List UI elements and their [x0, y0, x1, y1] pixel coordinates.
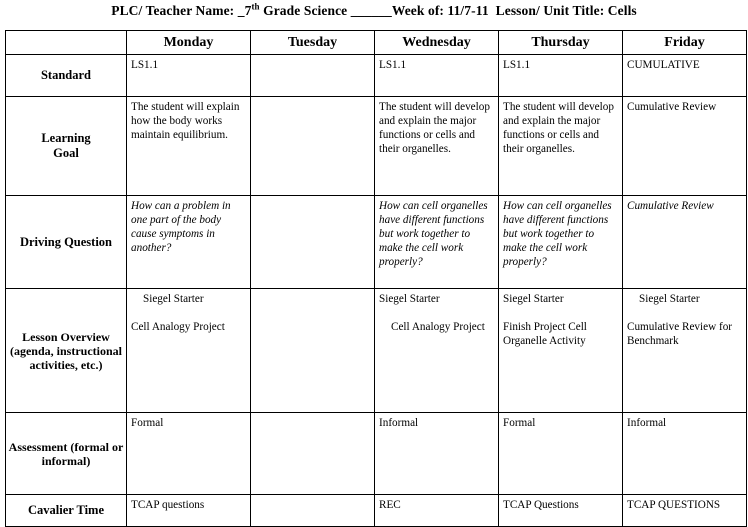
cell-line: LS1.1: [503, 59, 531, 71]
cell-line: Cell Analogy Project: [391, 321, 485, 333]
row-label-driving-question: [6, 196, 127, 289]
cell-assessment-tuesday: [251, 413, 375, 495]
cell-lesson-overview-thursday: [499, 289, 623, 413]
cell-cavalier-time-tuesday: [251, 495, 375, 527]
table-row-lesson-overview: [6, 289, 747, 413]
cell-cavalier-time-thursday: [499, 495, 623, 527]
cell-standard-thursday: [499, 55, 623, 97]
table-row-standard: [6, 55, 747, 97]
cell-assessment-wednesday: [375, 413, 499, 495]
cell-line-gap: [503, 306, 618, 320]
cell-line: Cumulative Review: [627, 200, 714, 212]
cell-learning-goal-monday: [127, 97, 251, 196]
row-label-text: Learning: [41, 131, 91, 145]
cell-cavalier-time-wednesday: [375, 495, 499, 527]
cell-driving-question-friday: [623, 196, 747, 289]
cell-driving-question-thursday: [499, 196, 623, 289]
table-row-driving-question: [6, 196, 747, 289]
cell-assessment-friday: [623, 413, 747, 495]
table-row-learning-goal: [6, 97, 747, 196]
cell-driving-question-wednesday: [375, 196, 499, 289]
cell-line: Formal: [503, 417, 536, 429]
page-title-part2: Grade Science ______Week of: 11/7-11 Lesson/ Unit Title: Cells: [259, 3, 637, 18]
page-title-superscript: th: [251, 1, 260, 12]
page-title-part1: PLC/ Teacher Name: _7: [111, 3, 252, 18]
table-header-row: [6, 31, 747, 55]
cell-line-gap: [379, 306, 494, 320]
page-title: [0, 1, 748, 20]
row-label-text: Standard: [40, 68, 92, 82]
cell-line: LS1.1: [379, 59, 407, 71]
row-label-text: Driving Question: [19, 234, 113, 249]
cell-line: TCAP questions: [131, 499, 205, 511]
cell-line: REC: [379, 499, 401, 511]
cell-line: TCAP Questions: [503, 499, 579, 511]
row-label-text: Lesson Overview (agenda, instructional activities, etc.): [9, 329, 125, 372]
table-row-assessment: [6, 413, 747, 495]
cell-line: Cumulative Review for Benchmark: [627, 321, 735, 347]
cell-lesson-overview-monday: [127, 289, 251, 413]
table-corner-cell: [6, 31, 127, 55]
cell-standard-tuesday: [251, 55, 375, 97]
cell-line: Siegel Starter: [143, 293, 204, 305]
row-label-lesson-overview: [6, 289, 127, 413]
cell-assessment-monday: [127, 413, 251, 495]
cell-line: The student will explain how the body works maintain equilibrium.: [131, 101, 243, 141]
row-label-text: Cavalier Time: [27, 503, 105, 517]
cell-line: Cell Analogy Project: [131, 321, 225, 333]
cell-line: Finish Project Cell Organelle Activity: [503, 321, 590, 347]
cell-learning-goal-tuesday: [251, 97, 375, 196]
cell-line-gap: [627, 306, 742, 320]
cell-learning-goal-thursday: [499, 97, 623, 196]
cell-line: How can a problem in one part of the body cause symptoms in another?: [131, 200, 234, 254]
cell-assessment-thursday: [499, 413, 623, 495]
cell-lesson-overview-wednesday: [375, 289, 499, 413]
cell-line: TCAP QUESTIONS: [627, 499, 721, 511]
cell-lesson-overview-friday: [623, 289, 747, 413]
cell-standard-monday: [127, 55, 251, 97]
row-label-cavalier-time: [6, 495, 127, 527]
cell-line: The student will develop and explain the major functions or cells and their organelles.: [379, 101, 493, 155]
cell-line: Informal: [379, 417, 419, 429]
cell-line: The student will develop and explain the major functions or cells and their organelles.: [503, 101, 617, 155]
cell-cavalier-time-monday: [127, 495, 251, 527]
column-header-wednesday: Wednesday: [375, 31, 499, 55]
column-header-friday: Friday: [623, 31, 747, 55]
cell-standard-friday: [623, 55, 747, 97]
cell-driving-question-tuesday: [251, 196, 375, 289]
cell-driving-question-monday: [127, 196, 251, 289]
row-label-text: Goal: [53, 146, 79, 160]
cell-line: Siegel Starter: [503, 293, 564, 305]
lesson-plan-table: [5, 30, 747, 527]
column-header-tuesday: Tuesday: [251, 31, 375, 55]
cell-line: Cumulative Review: [627, 101, 717, 113]
cell-line: CUMULATIVE: [627, 59, 700, 71]
row-label-standard: [6, 55, 127, 97]
cell-line: LS1.1: [131, 59, 159, 71]
cell-line-gap: [131, 306, 246, 320]
column-header-monday: Monday: [127, 31, 251, 55]
cell-line: How can cell organelles have different functions but work together to make the cell work properly?: [503, 200, 615, 268]
cell-line: Formal: [131, 417, 164, 429]
cell-cavalier-time-friday: [623, 495, 747, 527]
cell-line: How can cell organelles have different functions but work together to make the cell work properly?: [379, 200, 491, 268]
cell-line: Siegel Starter: [379, 293, 440, 305]
cell-learning-goal-friday: [623, 97, 747, 196]
row-label-learning-goal: [6, 97, 127, 196]
cell-standard-wednesday: [375, 55, 499, 97]
table-row-cavalier-time: [6, 495, 747, 527]
cell-line: Siegel Starter: [639, 293, 700, 305]
row-label-assessment: [6, 413, 127, 495]
cell-learning-goal-wednesday: [375, 97, 499, 196]
cell-lesson-overview-tuesday: [251, 289, 375, 413]
cell-line: Informal: [627, 417, 667, 429]
row-label-text: Assessment (formal or informal): [8, 439, 127, 468]
column-header-thursday: Thursday: [499, 31, 623, 55]
